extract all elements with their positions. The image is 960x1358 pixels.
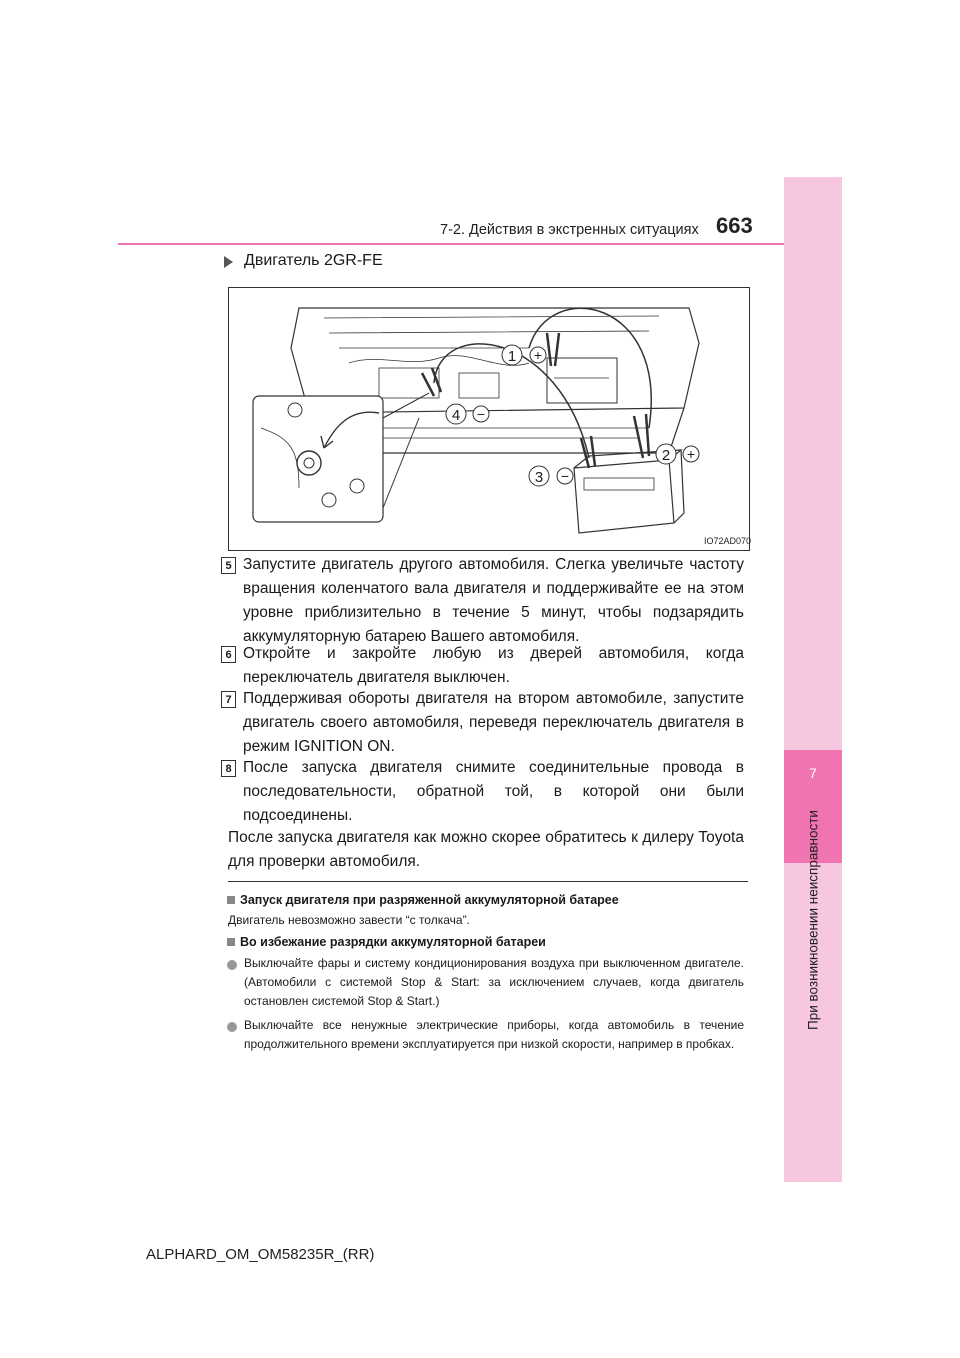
- callout-3-number: 3: [534, 469, 544, 486]
- square-bullet-icon: [227, 896, 235, 904]
- figure-code: IO72AD070: [704, 536, 752, 546]
- step-text-8: После запуска двигателя снимите соединительные провода в последовательности, обратной той, в которой они были подсоединены.: [243, 759, 744, 824]
- triangle-bullet-icon: [224, 256, 233, 268]
- callout-2-sign: +: [686, 446, 696, 462]
- side-tab-chapter-number: 7: [809, 765, 817, 781]
- callout-1-number: 1: [507, 348, 517, 365]
- note-text-push-start: Двигатель невозможно завести “с толкача”.: [228, 913, 470, 927]
- step-text-6: Откройте и закройте любую из дверей автомобиля, когда переключатель двигателя выключен.: [243, 645, 744, 686]
- side-tab: [784, 177, 842, 1182]
- final-paragraph: После запуска двигателя как можно скорее обратитесь к дилеру Toyota для проверки автомобиля.: [228, 829, 744, 870]
- callout-4-sign: −: [476, 406, 486, 422]
- section-title: 7-2. Действия в экстренных ситуациях: [440, 222, 699, 238]
- notes-divider: [228, 881, 748, 882]
- square-bullet-icon: [227, 938, 235, 946]
- step-number-6: 6: [221, 646, 236, 663]
- callout-1-sign: +: [533, 347, 543, 363]
- step-number-8: 8: [221, 760, 236, 777]
- note-title-discharged-battery: [227, 893, 619, 907]
- callout-3-sign: −: [560, 468, 570, 484]
- engine-label: Двигатель 2GR-FE: [244, 252, 383, 269]
- document-code: ALPHARD_OM_OM58235R_(RR): [146, 1246, 375, 1263]
- page-number: 663: [716, 213, 753, 238]
- step-text-5: Запустите двигатель другого автомобиля. Слегка увеличьте частоту вращения коленчатого вала двигателя и поддерживайте ее на этом уровне приблизительно в течение 5 минут, чтобы подзарядить аккумуляторную батарею Вашего автомобиля.: [243, 556, 744, 645]
- round-bullet-icon: [227, 1022, 237, 1032]
- step-number-5: 5: [221, 557, 236, 574]
- note-title-avoid-discharge: [227, 935, 546, 949]
- note-title-text: Во избежание разрядки аккумуляторной батареи: [240, 935, 546, 949]
- bullet-text-lights-off: Выключайте фары и систему кондиционирования воздуха при выключенном двигателе. (Автомобили с системой Stop & Start: за исключением случаев, когда двигатель остановлен системой Stop & Start.): [244, 956, 744, 1008]
- side-tab-chapter-title: При возникновении неисправности: [805, 810, 821, 1030]
- bullet-text-electrical-devices: Выключайте все ненужные электрические приборы, когда автомобиль в течение продолжительного времени эксплуатируется при низкой скорости, например в пробках.: [244, 1018, 744, 1051]
- step-text-7: Поддерживая обороты двигателя на втором автомобиле, запустите двигатель своего автомобиля, переведя переключатель двигателя в режим IGNITION ON.: [243, 690, 744, 755]
- engine-bay-drawing: [229, 288, 752, 550]
- jump-start-illustration: [228, 287, 750, 551]
- callout-4-number: 4: [451, 407, 461, 424]
- header-rule: [118, 243, 784, 245]
- note-title-text: Запуск двигателя при разряженной аккумуляторной батарее: [240, 893, 619, 907]
- round-bullet-icon: [227, 960, 237, 970]
- step-number-7: 7: [221, 691, 236, 708]
- callout-2-number: 2: [661, 447, 671, 464]
